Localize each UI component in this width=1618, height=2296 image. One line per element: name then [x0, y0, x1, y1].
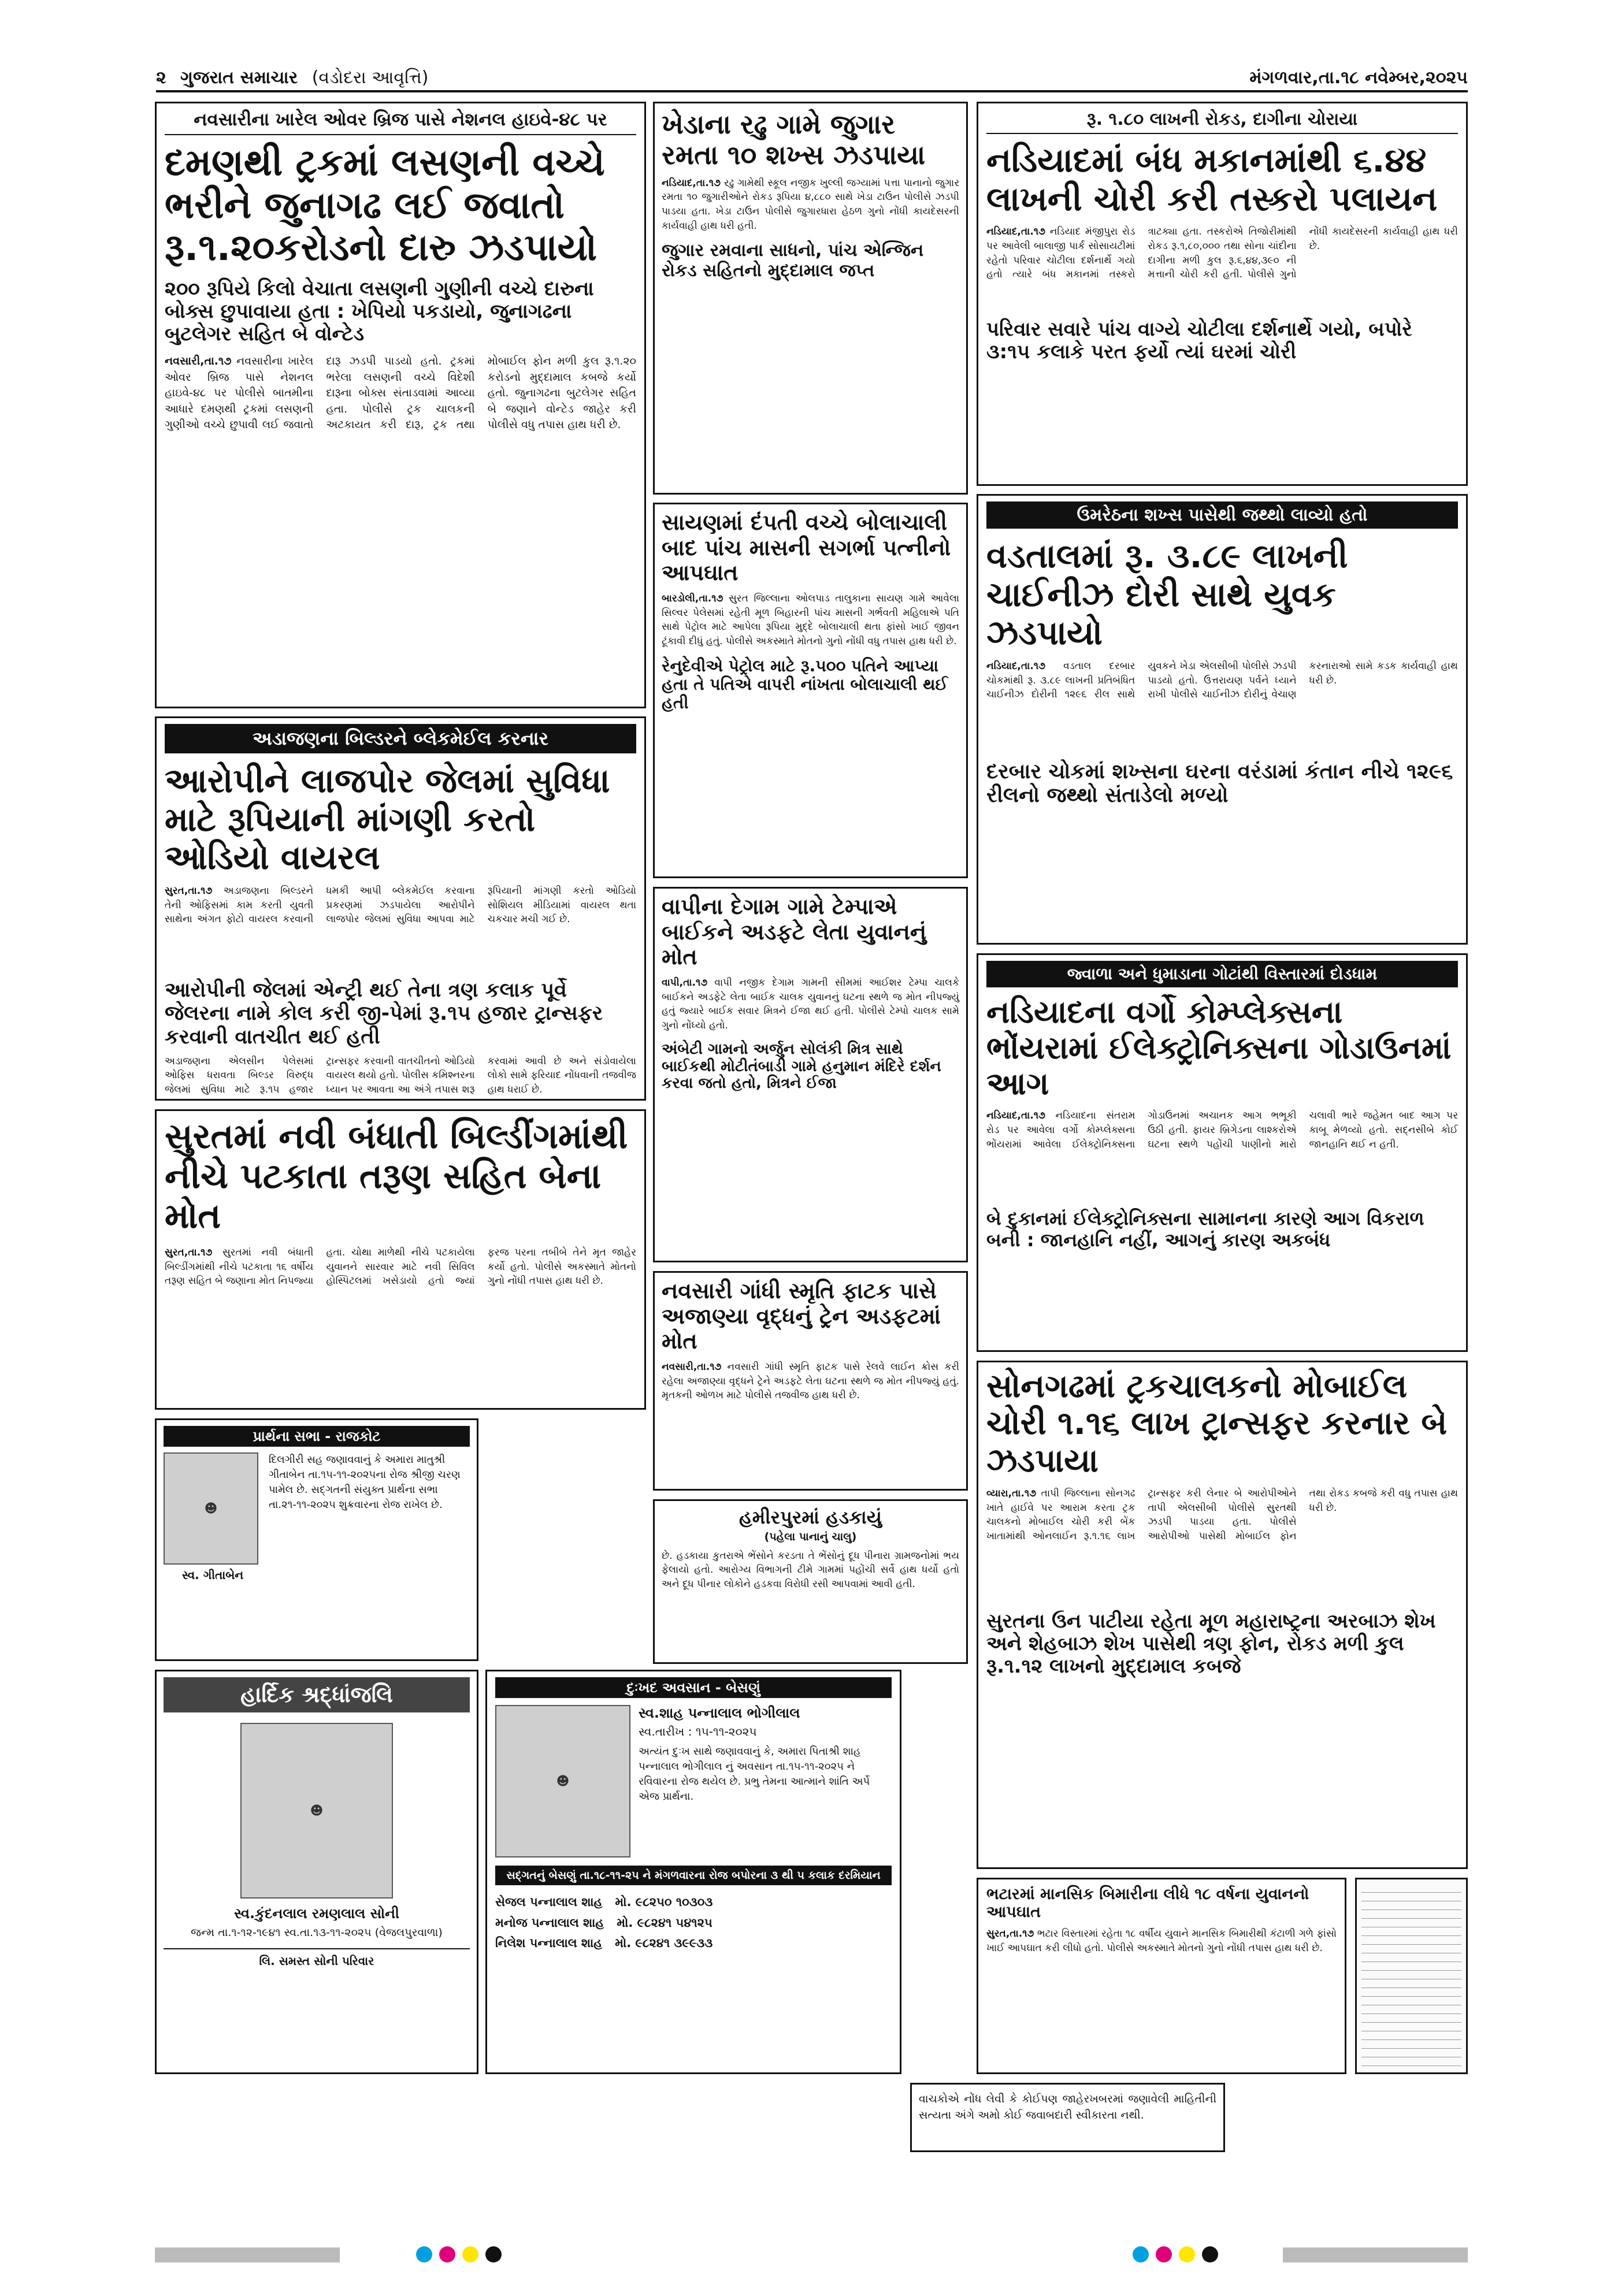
story-body: [662, 1360, 959, 1403]
story-text: તાપી જિલ્લાના સોનગઢ ખાતે હાઈવે પર આરામ કરતા ટ્રક ચાલકનો મોબાઈલ ચોરી કરી બેંક ખાતામાંથી ઓનલાઈન રૂ.૧.૧૬ લાખ ટ્રાન્સફર કરી લેનાર બે આરોપીઓને તાપી એલસીબી પોલીસે સુરતથી ઝડપી પાડયા હતા. પોલીસે આરોપીઓ પાસેથી મોબાઈલ ફોન તથા રોકડ કબજે કરી વધુ તપાસ હાથ ધરી છે.: [986, 1488, 1458, 1543]
ad-placeholder-lines: [1361, 1884, 1461, 2068]
story-body: [986, 1927, 1337, 1955]
ad-name: સ્વ.શાહ પન્નાલાલ ભોગીલાલ: [639, 1705, 800, 1721]
story-headline: આરોપીને લાજપોર જેલમાં સુવિધા માટે રૂપિયાની માંગણી કરતો ઓડિયો વાયરલ: [165, 761, 610, 878]
story-body: [986, 225, 1458, 311]
story-building-fall: [155, 1109, 646, 1410]
swatch-yellow: [462, 2246, 478, 2262]
story-dateline: નડિયાદ,તા.૧૭: [986, 1110, 1045, 1122]
story-headline: હમીરપુરમાં હડકાયું: [739, 1506, 882, 1528]
story-dateline: નડિયાદ,તા.૧૭: [986, 660, 1045, 673]
story-kicker: અડાજણના બિલ્ડરને બ્લેકમેઈલ કરનાર: [165, 724, 636, 753]
ad-name: સ્વ.કુંદનલાલ રમણલાલ સોની: [234, 1905, 399, 1922]
obituary-ad-besnu: [485, 1670, 901, 2074]
obituary-ad-prayer: [155, 1418, 478, 1661]
story-subhead: રેનુદેવીએ પેટ્રોલ માટે રૂ.૫૦૦ પતિને આપ્યા હતા તે પતિએ વાપરી નાંખતા બોલાચાલી થઈ હતી: [662, 656, 948, 712]
contact-row: મનોજ પન્નાલાલ શાહ મો. ૯૮૨૪૧ ૫૪૧૨૫: [495, 1915, 712, 1930]
story-headline: સુરતમાં નવી બંધાતી બિલ્ડીંગમાંથી નીચે પટકાતા તરૂણ સહિત બેના મોત: [165, 1116, 628, 1236]
story-text: વડતાલ દરબાર ચોકમાંથી રૂ. ૩.૮૯ લાખની પ્રતિબંધિત ચાઈનીઝ દોરીની ૧૨૯૬ રીલ સાથે યુવકને ખેડા એલસીબી પોલીસે ઝડપી પાડયો હતો. ઉત્તરાયણ પર્વને ધ્યાને રાખી પોલીસે ચાઈનીઝ દોરીનું વેચાણ કરનારાઓ સામે કડક કાર્યવાહી હાથ ધરી છે.: [986, 660, 1458, 701]
story-text: સુરત જિલ્લાના ઓલપાડ તાલુકાના સાયણ ગામે આવેલા સિલ્વર પેલેસમાં રહેતી મૂળ બિહારની પાંચ માસની ગર્ભવતી મહિલાએ પતિ સાથે પેટ્રોલ માટે આપેલા રૂપિયા મુદ્દે બોલાચાલી થતા ફાંસો ખાઈ જીવન ટૂંકાવી દીધું હતું. પોલીસે અકસ્માતે મોતનો ગુનો નોંધી વધુ તપાસ હાથ ધરી છે.: [662, 593, 959, 647]
story-headline: વાપીના દેગામ ગામે ટેમ્પાએ બાઈકને અડફટે લેતા યુવાનનું મોત: [662, 894, 927, 970]
story-dateline: સુરત,તા.૧૭: [165, 1247, 213, 1258]
ad-name: સ્વ. ગીતાબેન: [181, 1568, 244, 1582]
story-subhead: બે દુકાનમાં ઈલેક્ટ્રોનિક્સના સામાનના કારણે આગ વિકરાળ બની : જાનહાનિ નહીં, આગનું કારણ અકબંધ: [986, 1208, 1424, 1251]
page-number: ૨: [156, 67, 166, 88]
ad-title: પ્રાર્થના સભા - રાજકોટ: [164, 1426, 470, 1447]
ad-dates: જન્મ તા.૧-૧૨-૧૯૪૧ સ્વ.તા.૧૩-૧૧-૨૦૨૫ (વેજલપુરવાળા): [191, 1926, 443, 1939]
story-dateline: નડિયાદ,તા.૧૭: [662, 177, 721, 189]
edition: (વડોદરા આવૃત્તિ): [311, 67, 429, 88]
swatch-cyan-2: [1133, 2246, 1149, 2262]
story-subhead: અંબેટી ગામનો અર્જુન સોલંકી મિત્ર સાથે બાઈકથી મોટીતંબાડી ગામે હનુમાન મંદિરે દર્શન કરવા જતો હતો, મિત્રને ઈજા: [662, 1040, 941, 1093]
story-headline: ભટારમાં માનસિક બિમારીના લીધે ૧૮ વર્ષના યુવાનનો આપઘાત: [986, 1885, 1309, 1922]
disclaimer-text: વાચકોએ નોંધ લેવી કે કોઈપણ જાહેરખબરમાં જણાવેલી માહિતીની સત્યતા અંગે અમો કોઈ જવાબદારી સ્વીકારતા નથી.: [919, 2093, 1216, 2122]
story-dateline: સુરત,તા.૧૭: [165, 885, 213, 897]
story-bhatar-suicide: [977, 1878, 1346, 2074]
paper-name: ગુજરાત સમાચાર: [180, 67, 298, 88]
grey-bar-right: [1283, 2247, 1468, 2262]
story-dateline: વ્યારા,તા.૧૭: [986, 1488, 1037, 1500]
story-kicker: રૂ. ૧.૮૦ લાખની રોકડ, દાગીના ચોરાયા: [986, 109, 1458, 134]
story-subhead: દરબાર ચોકમાં શખ્સના ઘરના વરંડામાં કંતાન નીચે ૧૨૯૬ રીલનો જથ્થો સંતાડેલો મળ્યો: [986, 760, 1453, 808]
story-text: ભટાર વિસ્તારમાં રહેતા ૧૮ વર્ષીય યુવાને માનસિક બિમારીથી કંટાળી ગળે ફાંસો ખાઈ આપઘાત કરી લીધો હતો. પોલીસે અકસ્માતે મોતનો ગુનો નોંધી તપાસ હાથ ધરી છે.: [986, 1928, 1337, 1954]
story-subhead: ૨૦૦ રૂપિયે કિલો વેચાતા લસણની ગુણીની વચ્ચે દારુના બોક્સ છુપાવાયા હતા : ખેપિયો પકડાયો, જુનાગઢના બુટલેગર સહિત બે વોન્ટેડ: [165, 277, 594, 345]
story-dateline: બારડોલી,તા.૧૭: [662, 593, 723, 605]
story-dateline: વાપી,તા.૧૭: [662, 977, 708, 989]
story-text: છે. હડકાયા કુતરાએ ભેંસોને કરડતા તે ભેંસોનું દૂધ પીનારા ગ્રામજનોમાં ભય ફેલાયો હતો. આરોગ્ય વિભાગની ટીમે ગામમાં પહોંચી સર્વે હાથ ધર્યો હતો અને દૂધ પીનાર લોકોને હડકવા વિરોધી રસી આપવામાં આવી હતી.: [662, 1550, 959, 1591]
story-subhead: (પહેલા પાનાનું ચાલુ): [764, 1530, 857, 1543]
portrait-photo: ☻: [495, 1705, 630, 1857]
story-text: અડાજણના બિલ્ડરને તેની ઓફિસમાં કામ કરતી યુવતી સાથેના અંગત ફોટો વાયરલ કરવાની ધમકી આપી બ્લેકમેઈલ કરવાના પ્રકરણમાં ઝડપાયેલા આરોપીને લાજપોર જેલમાં સુવિધા આપવા માટે રૂપિયાની માંગણી કરતો ઓડિયો સોશિયલ મીડિયામાં વાયરલ થતા ચકચાર મચી ગઈ છે.: [165, 885, 636, 926]
story-body: [165, 354, 636, 677]
story-subhead: પરિવાર સવારે પાંચ વાગ્યે ચોટીલા દર્શનાર્થે ગયો, બપોરે ૩:૧૫ કલાકે પરત ફર્યો ત્યાં ઘરમાં ચોરી: [986, 318, 1412, 364]
story-body: [662, 976, 959, 1033]
story-dateline: નવસારી,તા.૧૭: [165, 355, 232, 368]
swatch-black: [485, 2246, 502, 2262]
story-jail-audio: [155, 716, 646, 1101]
story-headline: સાયણમાં દંપતી વચ્ચે બોલાચાલી બાદ પાંચ માસની સગર્ભા પત્નીનો આપઘાત: [662, 510, 951, 586]
story-text: વાપી નજીક દેગામ ગામની સીમમાં આઈશર ટેમ્પા ચાલકે બાઈકને અડફેટે લેતા બાઈક ચાલક યુવાનનું ઘટના સ્થળે જ મોત નીપજ્યું હતું જ્યારે બાઈક સવાર મિત્રને ઈજા થઈ હતી. પોલીસે ટેમ્પો ચાલક સામે ગુનો નોંધ્યો હતો.: [662, 977, 959, 1031]
issue-date: મંગળવાર,તા.૧૮ નવેમ્બર,૨૦૨૫: [1249, 67, 1468, 88]
story-headline: ખેડાના રઢુ ગામે જુગાર રમતા ૧૦ શખ્સ ઝડપાયા: [662, 109, 926, 170]
story-text: નવસારીના ખારેલ ઓવર બ્રિજ પાસે નેશનલ હાઇવે-૪૮ પર પોલીસે બાતમીના આધારે દમણથી ટ્રકમાં લસણની ગુણીઓ વચ્ચે છુપાવી લઈ જવાતો દારૂ ઝડપી પાડયો હતો. ટ્રકમાં ભરેલા લસણની વચ્ચે વિદેશી દારૂના બોક્સ સંતાડવામાં આવ્યા હતા. પોલીસે ટ્રક ચાલકની અટકાયત કરી દારૂ, ટ્રક તથા મોબાઈલ ફોન મળી કુલ રૂ.૧.૨૦ કરોડનો મુદ્દામાલ કબજે કર્યો હતો. જુનાગઢના બુટલેગર સહિત બે જણાને વોન્ટેડ જાહેર કરી પોલીસે વધુ તપાસ હાથ ધરી છે.: [165, 355, 636, 432]
story-train-accident: [653, 1271, 968, 1491]
ad-contacts: [495, 1892, 892, 1954]
story-headline: નડિયાદમાં બંધ મકાનમાંથી ૬.૪૪ લાખની ચોરી કરી તસ્કરો પલાયન: [986, 140, 1438, 218]
swatch-magenta: [439, 2246, 455, 2262]
ad-besnu: સદ્ગતનું બેસણું તા.૧૮-૧૧-૨૫ ને મંગળવારના રોજ બપોરના ૩ થી ૫ કલાક દરમિયાન: [495, 1866, 892, 1885]
contact-row: સેજલ પન્નાલાલ શાહ મો. ૯૮૨૫૦ ૧૦૩૦૩: [495, 1895, 713, 1909]
swatch-cyan: [416, 2246, 432, 2262]
story-body: [662, 176, 959, 233]
swatch-yellow-2: [1179, 2246, 1195, 2262]
story-chinese-string: [977, 494, 1468, 945]
story-subhead: સુરતના ઉન પાટીયા રહેતા મૂળ મહારાષ્ટ્રના અરબાઝ શેખ અને શેહબાઝ શેખ પાસેથી ત્રણ ફોન, રોકડ મળી કુલ રૂ.૧.૧૨ લાખનો મુદ્દામાલ કબજે: [986, 1610, 1436, 1678]
story-mobile-theft: [977, 1361, 1468, 1869]
ad-portrait: [164, 1452, 262, 1582]
story-body-2: અડાજણના એલસીન પેલેસમાં ઓફિસ ધરાવતા બિલ્ડર વિરુદ્ધ જેલમાં સુવિધા માટે રૂ.૧૫ હજાર ટ્રાન્સફર કરવાની વાતચીતનો ઓડિયો વાયરલ થયો હતો. પોલીસ કમિશ્નરના ધ્યાન પર આવતા આ અંગે તપાસ શરૂ કરવામાં આવી છે અને સંડોવાયેલા લોકો સામે ફરિયાદ નોંધવાની તજવીજ હાથ ધરાઈ છે.: [165, 1055, 636, 1096]
story-headline: સોનગઢમાં ટ્રકચાલકનો મોબાઈલ ચોરી ૧.૧૬ લાખ ટ્રાન્સફર કરનાર બે ઝડપાયા: [986, 1368, 1448, 1480]
story-nadiad-theft: [977, 102, 1468, 486]
ad-small-right: [1355, 1878, 1468, 2074]
story-rabid-dog: [653, 1499, 968, 1664]
story-pregnant-suicide: [653, 503, 968, 878]
story-text: રઢુ ગામેથી સ્કૂલ નજીક ખુલ્લી જગ્યામાં પત્તા પાનાનો જુગાર રમતા ૧૦ જુગારીઓને રોકડ રૂપિયા ૪,૮૮૦ સાથે ખેડા ટાઉન પોલીસે ઝડપી પાડયા હતા. ખેડા ટાઉન પોલીસે જુગારધારા હેઠળ ગુનો નોંધી કાયદેસરની કાર્યવાહી હાથ ધરી હતી.: [662, 177, 959, 232]
obituary-ad-tribute: [155, 1670, 478, 2074]
story-body: [165, 1246, 636, 1410]
story-kicker: નવસારીના ખારેલ ઓવર બ્રિજ પાસે નેશનલ હાઇવે-૪૮ પર: [165, 109, 636, 135]
ad-family: લિ. સમસ્ત સોની પરિવાર: [164, 1948, 470, 1968]
story-liquor-seizure: [155, 102, 646, 708]
portrait-photo: ☻: [240, 1723, 393, 1899]
ad-text: અત્યંત દુઃખ સાથે જણાવવાનું કે, અમારા પિતાશ્રી શાહ પન્નાલાલ ભોગીલાલ નું અવસાન તા.૧૫-૧૧-૨૦૨૫ ને રવિવારના રોજ થયેલ છે. પ્રભુ તેમના આત્માને શાંતિ અર્પે એજ પ્રાર્થના.: [639, 1745, 870, 1803]
story-dateline: સુરત,તા.૧૭: [986, 1928, 1034, 1940]
swatch-magenta-2: [1156, 2246, 1172, 2262]
story-kicker: જ્વાળા અને ધુમાડાના ગોટાંથી વિસ્તારમાં દોડધામ: [986, 961, 1458, 987]
contact-row: નિલેશ પન્નાલાલ શાહ મો. ૯૮૨૪૧ ૩૯૯૩૩: [495, 1936, 713, 1951]
story-headline: દમણથી ટ્રકમાં લસણની વચ્ચે ભરીને જુનાગઢ લઈ જવાતો રૂ.૧.૨૦કરોડનો દારુ ઝડપાયો: [165, 142, 605, 270]
story-gambling-raid: [653, 102, 968, 495]
story-body: [662, 592, 959, 649]
swatch-black-2: [1202, 2246, 1218, 2262]
story-text: નડિયાદ મંજીપુરા રોડ પર આવેલી બાલાજી પાર્ક સોસાયટીમાં રહેતો પરિવાર ચોટીલા દર્શનાર્થે ગયો હતો ત્યારે બંધ મકાનમાં તસ્કરો ત્રાટક્યા હતા. તસ્કરોએ તિજોરીમાંથી રોકડ રૂ.૧,૮૦,૦૦૦ તથા સોના ચાંદીના દાગીના મળી કુલ રૂ.૬,૪૪,૩૯૦ ની મત્તાની ચોરી કરી હતી. પોલીસે ગુનો નોંધી કાયદેસરની કાર્યવાહી હાથ ધરી છે.: [986, 226, 1458, 281]
story-body: [986, 659, 1458, 752]
story-subhead: જુગાર રમવાના સાધનો, પાંચ એન્જિન રોકડ સહિતનો મુદ્દામાલ જપ્ત: [662, 240, 924, 281]
story-text: નડિયાદના સંતરામ રોડ પર આવેલા વર્ગો કોમ્પ્લેક્સના ભોંયરામાં આવેલા ઈલેક્ટ્રોનિક્સના ગોડાઉનમાં અચાનક આગ ભભૂકી ઉઠી હતી. ફાયર બ્રિગેડના લાશ્કરોએ ઘટના સ્થળે પહોંચી પાણીનો મારો ચલાવી ભારે જહેમત બાદ આગ પર કાબૂ મેળવ્યો હતો. સદ્નસીબે કોઈ જાનહાનિ થઈ ન હતી.: [986, 1110, 1458, 1150]
story-complex-fire: [977, 953, 1468, 1352]
story-sidehead: આરોપીની જેલમાં એન્ટ્રી થઈ તેના ત્રણ કલાક પૂર્વે જેલરના નામે કોલ કરી જી-પેમાં રૂ.૧૫ હજાર ટ્રાન્સફર કરવાની વાતચીત થઈ હતી: [165, 979, 603, 1049]
story-body: [986, 1109, 1458, 1201]
story-dateline: નડિયાદ,તા.૧૭: [986, 226, 1045, 238]
portrait-photo: ☻: [164, 1452, 258, 1565]
story-body: [986, 1487, 1458, 1602]
story-headline: નવસારી ગાંધી સ્મૃતિ ફાટક પાસે અજાણ્યા વૃદ્ધનું ટ્રેન અડફટમાં મોત: [662, 1278, 941, 1354]
ad-text: દિલગીરી સહ જણાવવાનું કે અમારા માતુશ્રી ગીતાબેન તા.૧૫-૧૧-૨૦૨૫ના રોજ શ્રીજી ચરણ પામેલ છે. સદ્ગતની સંયુક્ત પ્રાર્થના સભા તા.૨૧-૧૧-૨૦૨૫ શુક્રવારના રોજ રાખેલ છે.: [269, 1454, 461, 1511]
ad-disclaimer: [910, 2083, 1225, 2152]
story-text: નવસારી ગાંધી સ્મૃતિ ફાટક પાસે રેલવે લાઈન ક્રોસ કરી રહેલા અજાણ્યા વૃદ્ધને ટ્રેને અડફટે લેતા ઘટના સ્થળે જ મોત નીપજ્યું હતું. મૃતકની ઓળખ માટે પોલીસે તજવીજ હાથ ધરી છે.: [662, 1361, 959, 1402]
story-headline: વડતાલમાં રૂ. ૩.૮૯ લાખની ચાઈનીઝ દોરી સાથે યુવક ઝડપાયો: [986, 536, 1348, 653]
ad-title: દુઃખદ અવસાન - બેસણું: [495, 1677, 892, 1698]
masthead-left: [156, 68, 429, 88]
masthead: [156, 65, 1468, 92]
story-dateline: નવસારી,તા.૧૭: [662, 1361, 722, 1373]
story-kicker: ઉમરેઠના શખ્સ પાસેથી જથ્થો લાવ્યો હતો: [986, 501, 1458, 529]
story-text: સુરતમાં નવી બંધાતી બિલ્ડીંગમાંથી નીચે પટકાતા ૧૬ વર્ષીય તરૂણ સહિત બે જણાના મોત નિપજ્યા હતા. ચોથા માળેથી નીચે પટકાયેલા યુવાનને સારવાર માટે નવી સિવિલ હોસ્પિટલમાં ખસેડાયો હતો જ્યાં ફરજ પરના તબીબે તેને મૃત જાહેર કર્યો હતો. પોલીસે અકસ્માતે મોતનો ગુનો નોંધી તપાસ હાથ ધરી છે.: [165, 1247, 636, 1287]
story-body: [165, 884, 636, 971]
story-headline: નડિયાદના વર્ગો કોમ્પ્લેક્સના ભોંયરામાં ઈલેક્ટ્રોનિક્સના ગોડાઉનમાં આગ: [986, 994, 1452, 1102]
story-vapi-accident: [653, 887, 968, 1262]
ad-death-date: સ્વ.તારીખ : ૧૫-૧૧-૨૦૨૫: [639, 1725, 757, 1738]
grey-bar-left: [155, 2247, 340, 2262]
ad-title: હાર્દિક શ્રદ્ધાંજલિ: [164, 1677, 470, 1712]
